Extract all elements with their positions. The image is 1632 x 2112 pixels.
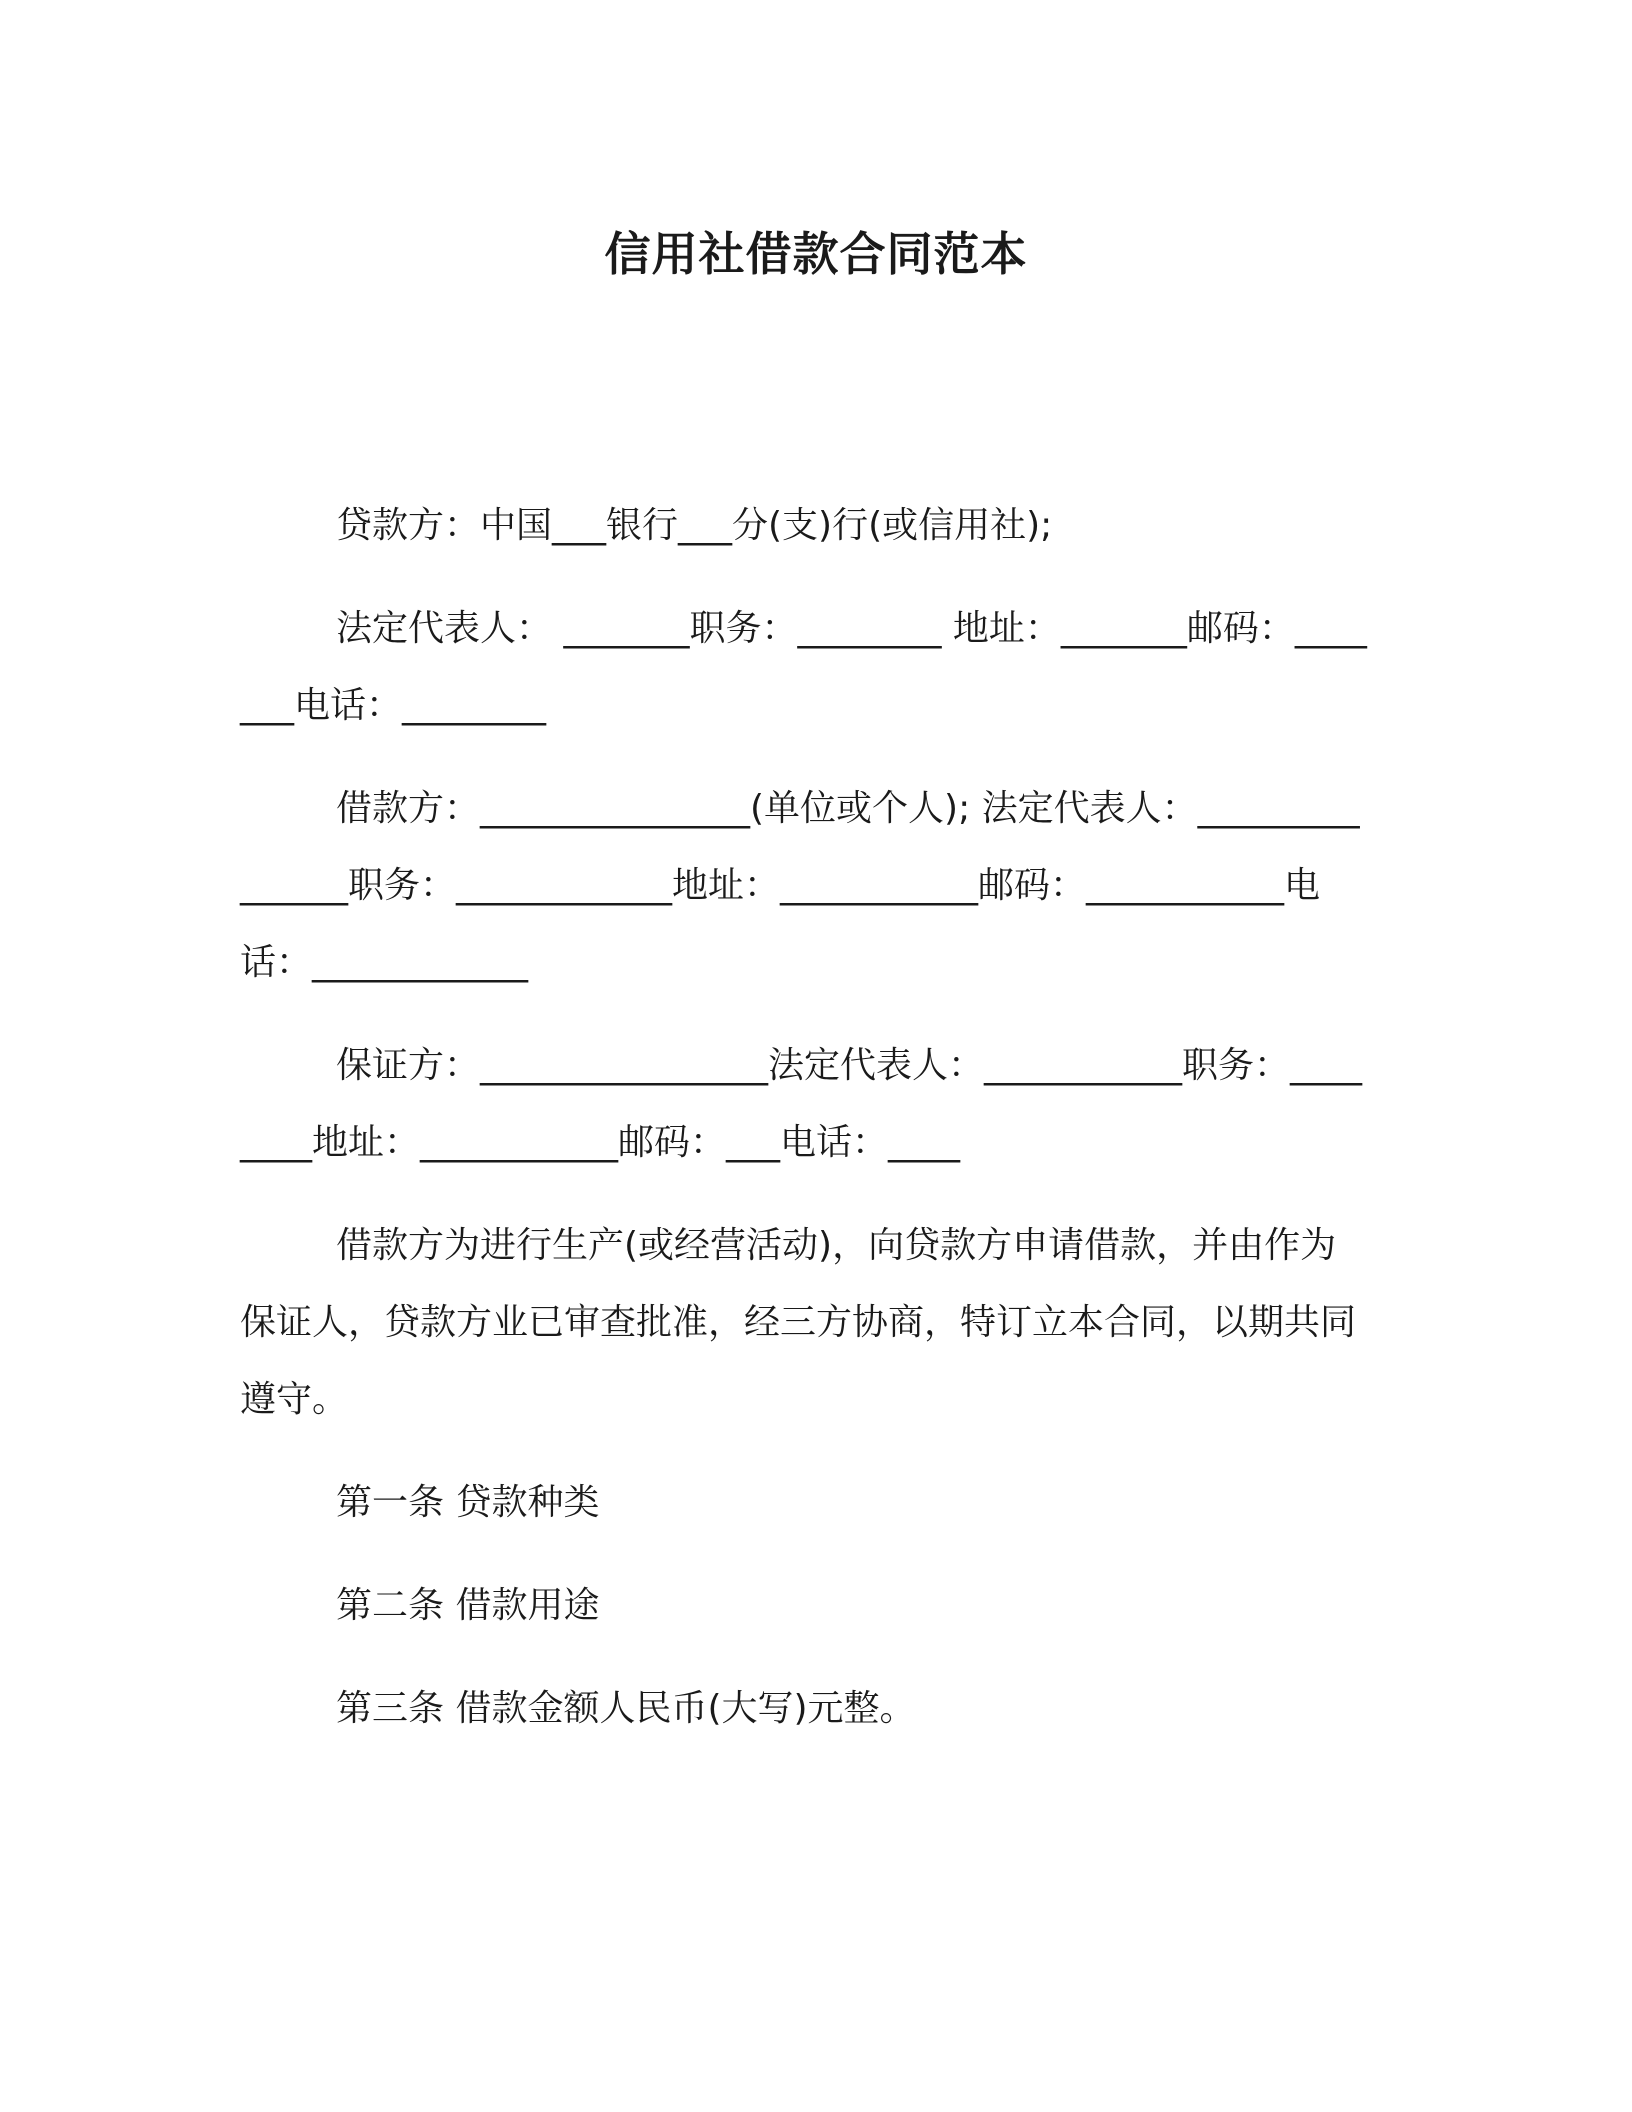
guarantor-paragraph: 保证方：________________法定代表人：___________职务：________地址：___________邮码：___电话：____ (240, 1045, 1363, 1163)
article-2-heading: 第二条 借款用途 (336, 1585, 600, 1626)
article-1-heading: 第一条 贷款种类 (336, 1482, 600, 1523)
document-title: 信用社借款合同范本 (604, 227, 1028, 281)
document-body (240, 487, 1370, 1773)
article-3-heading: 第三条 借款金额人民币(大写)元整。 (336, 1688, 916, 1729)
borrower-paragraph: 借款方：_______________(单位或个人); 法定代表人：_______________职务：____________地址：___________邮码：___________电话：____________ (240, 788, 1360, 983)
lender-paragraph: 贷款方：中国___银行___分(支)行(或信用社); (336, 505, 1053, 546)
preamble-paragraph: 借款方为进行生产(或经营活动)，向贷款方申请借款，并由作为保证人，贷款方业已审查批准，经三方协商，特订立本合同，以期共同遵守。 (240, 1225, 1357, 1420)
lender-representative-paragraph: 法定代表人： _______职务：________ 地址：_______邮码：_______电话：________ (240, 608, 1367, 726)
